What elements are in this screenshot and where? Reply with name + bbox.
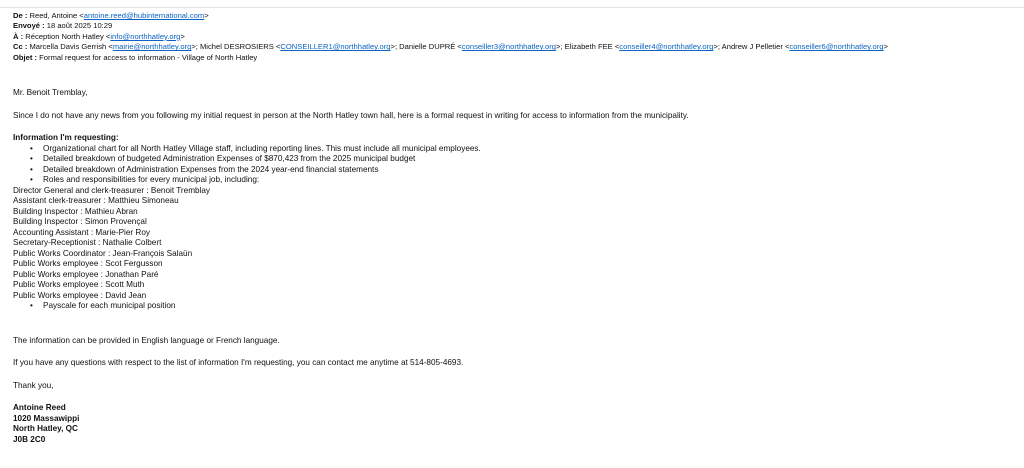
cc-separator: >; xyxy=(390,42,400,52)
to-name: Réception North Hatley < xyxy=(25,31,111,41)
cc-name: Andrew J Pelletier < xyxy=(721,42,790,52)
intro-paragraph: Since I do not have any news from you following my initial request in person at the North Hatley town hall, here is a formal request in writing for access to information from the municipality. xyxy=(13,110,689,120)
from-label: De : xyxy=(13,11,28,20)
role-line: Public Works employee : Scott Muth xyxy=(13,280,145,289)
cc-email-link[interactable]: CONSEILLER1@northhatley.org xyxy=(280,42,391,52)
requesting-heading: Information I'm requesting: xyxy=(13,133,119,142)
to-close: > xyxy=(180,31,185,41)
cc-name: Michel DESROSIERS < xyxy=(199,42,281,52)
role-line: Public Works employee : Scot Fergusson xyxy=(13,259,163,268)
cc-email-link[interactable]: conseiller6@northhatley.org xyxy=(789,42,884,52)
signature-street: 1020 Massawippi xyxy=(13,413,80,423)
role-line: Building Inspector : Simon Provençal xyxy=(13,217,147,226)
cc-separator: >; xyxy=(555,42,565,52)
cc-email-link[interactable]: mairie@northhatley.org xyxy=(112,42,192,52)
to-row xyxy=(13,32,888,42)
role-line: Public Works employee : David Jean xyxy=(13,290,147,300)
cc-separator: >; xyxy=(713,42,722,52)
cc-separator: > xyxy=(883,42,888,52)
cc-name: Danielle DUPRÉ < xyxy=(399,42,462,52)
sent-label: Envoyé : xyxy=(13,21,45,31)
list-item: • Roles and responsibilities for every municipal job, including: xyxy=(13,175,1013,186)
role-line: Director General and clerk-treasurer : Benoit Tremblay xyxy=(13,185,211,195)
to-label: À : xyxy=(13,31,24,41)
cc-email-link[interactable]: conseiller3@northhatley.org xyxy=(461,42,556,52)
thanks: Thank you, xyxy=(13,380,54,390)
request-list xyxy=(13,144,1013,186)
from-email-link[interactable]: antoine.reed@hubinternational.com xyxy=(83,11,205,20)
header-divider xyxy=(0,7,1024,8)
list-item: • Organizational chart for all North Hatley Village staff, including reporting lines. This must include all municipal employees. xyxy=(13,144,1013,155)
roles-list xyxy=(13,186,1013,302)
subject-label: Objet : xyxy=(13,52,38,62)
to-email-link[interactable]: info@northhatley.org xyxy=(110,31,181,41)
cc-label: Cc : xyxy=(13,42,28,52)
role-line: Building Inspector : Mathieu Abran xyxy=(13,206,138,216)
cc-name: Elizabeth FEE < xyxy=(564,42,620,52)
list-item: • Detailed breakdown of budgeted Administration Expenses of $870,423 from the 2025 municipal budget xyxy=(13,154,1013,165)
role-line: Public Works Coordinator : Jean-François Salaün xyxy=(13,248,193,258)
contact-note: If you have any questions with respect to the list of information I'm requesting, you can contact me anytime at 514-805-4693. xyxy=(13,358,464,367)
role-line: Secretary-Receptionist : Nathalie Colbert xyxy=(13,238,162,247)
list-item: • Detailed breakdown of Administration Expenses from the 2024 year-end financial statements xyxy=(13,165,1013,176)
signature-city: North Hatley, QC xyxy=(13,424,78,433)
email-header xyxy=(13,11,888,63)
subject-value: Formal request for access to information - Village of North Hatley xyxy=(39,52,258,62)
from-name: Reed, Antoine < xyxy=(29,11,84,20)
cc-row xyxy=(13,42,888,52)
cc-email-link[interactable]: conseiller4@northhatley.org xyxy=(619,42,714,52)
signature-name: Antoine Reed xyxy=(13,403,66,412)
list-item: • Payscale for each municipal position xyxy=(13,301,1013,312)
role-line: Assistant clerk-treasurer : Matthieu Simoneau xyxy=(13,196,179,205)
cc-name: Marcella Davis Gerrish < xyxy=(29,42,113,52)
role-line: Accounting Assistant : Marie-Pier Roy xyxy=(13,227,150,237)
signature-postal: J0B 2C0 xyxy=(13,434,46,444)
cc-separator: >; xyxy=(191,42,200,52)
email-body xyxy=(13,88,1013,445)
subject-row xyxy=(13,53,888,63)
role-line: Public Works employee : Jonathan Paré xyxy=(13,269,159,279)
greeting: Mr. Benoit Tremblay, xyxy=(13,88,88,97)
from-close: > xyxy=(204,11,209,20)
sent-row xyxy=(13,21,888,31)
payscale-list xyxy=(13,301,1013,312)
from-row xyxy=(13,11,888,21)
signature xyxy=(13,403,1013,445)
sent-value: 18 août 2025 10:29 xyxy=(46,21,113,31)
language-note: The information can be provided in English language or French language. xyxy=(13,335,280,345)
